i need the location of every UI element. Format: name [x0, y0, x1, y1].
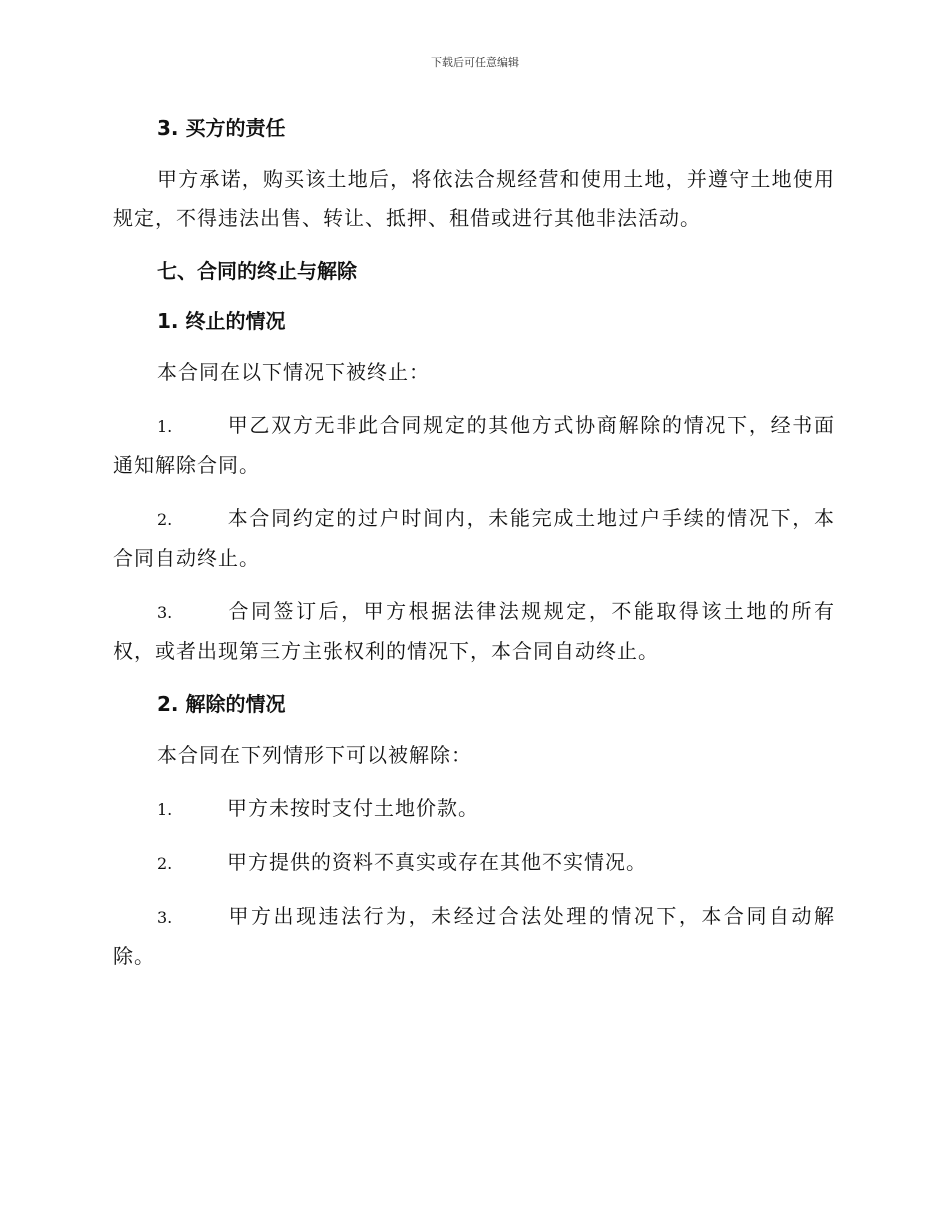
section-heading-buyer-responsibility: 3. 买方的责任	[157, 116, 286, 140]
list-number: 3.	[157, 603, 173, 622]
list-item	[113, 592, 835, 671]
page-header: 下载后可任意编辑	[431, 56, 519, 69]
list-number: 2.	[157, 854, 173, 873]
list-item	[113, 897, 835, 976]
termination-intro: 本合同在以下情况下被终止：	[157, 360, 430, 384]
list-number: 1.	[157, 417, 173, 436]
list-text: 甲方出现违法行为，未经过合法处理的情况下，本合同自动解除。	[113, 904, 835, 968]
document-body	[113, 110, 835, 976]
list-text: 甲方提供的资料不真实或存在其他不实情况。	[227, 850, 647, 874]
list-number: 2.	[157, 510, 173, 529]
list-text: 合同签订后，甲方根据法律法规规定，不能取得该土地的所有权，或者出现第三方主张权利的情况下，本合同自动终止。	[113, 599, 835, 663]
list-item	[113, 789, 835, 829]
list-text: 甲乙双方无非此合同规定的其他方式协商解除的情况下，经书面通知解除合同。	[113, 413, 835, 477]
list-number: 1.	[157, 800, 173, 819]
list-item	[113, 499, 835, 578]
list-item	[113, 406, 835, 485]
subheading-termination: 1. 终止的情况	[157, 309, 286, 333]
subheading-rescission: 2. 解除的情况	[157, 692, 286, 716]
list-text: 甲方未按时支付土地价款。	[227, 796, 479, 820]
list-text: 本合同约定的过户时间内，未能完成土地过户手续的情况下，本合同自动终止。	[113, 506, 835, 570]
rescission-intro: 本合同在下列情形下可以被解除：	[157, 743, 472, 767]
paragraph-buyer-responsibility: 甲方承诺，购买该土地后，将依法合规经营和使用土地，并遵守土地使用规定，不得违法出售、转让、抵押、租借或进行其他非法活动。	[113, 167, 835, 230]
list-number: 3.	[157, 908, 173, 927]
list-item	[113, 843, 835, 883]
section-heading-termination-rescission: 七、合同的终止与解除	[157, 259, 357, 283]
